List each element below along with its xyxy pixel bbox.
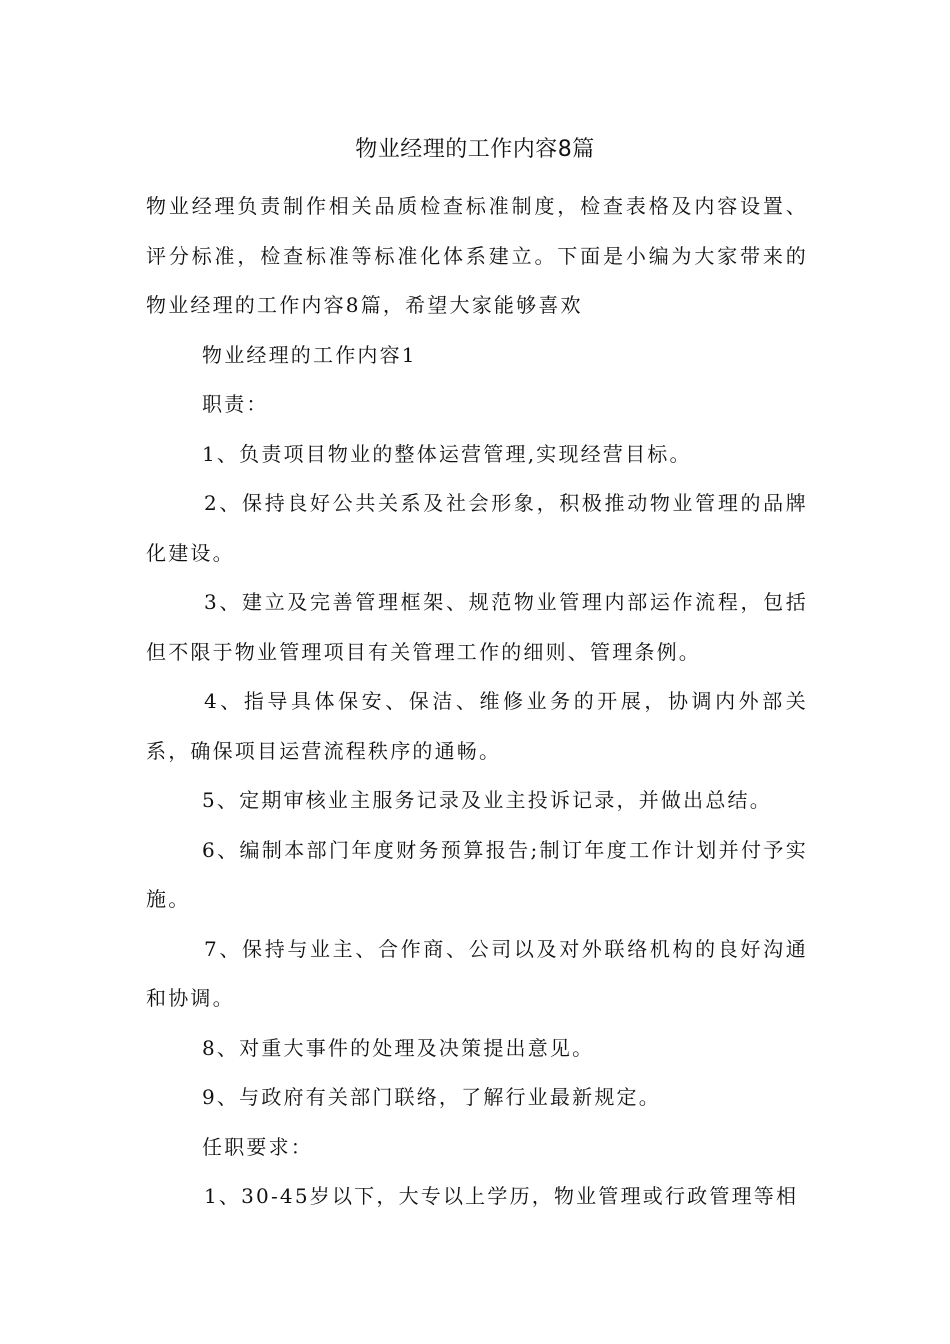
duties-label: 职责： [202,392,269,416]
document-body [146,182,808,1222]
duty-item: 9、与政府有关部门联络，了解行业最新规定。 [202,1085,661,1109]
duty-item: 4、指导具体保安、保洁、维修业务的开展，协调内外部关系，确保项目运营流程秩序的通畅。 [146,689,808,763]
duty-item: 3、建立及完善管理框架、规范物业管理内部运作流程，包括但不限于物业管理项目有关管理工作的细则、管理条例。 [146,590,808,664]
duty-item: 6、编制本部门年度财务预算报告;制订年度工作计划并付予实施。 [146,837,808,911]
requirements-label: 任职要求： [202,1134,313,1159]
duty-item: 5、定期审核业主服务记录及业主投诉记录，并做出总结。 [202,788,772,812]
document-title: 物业经理的工作内容8篇 [355,137,595,162]
intro-paragraph: 物业经理负责制作相关品质检查标准制度，检查表格及内容设置、评分标准，检查标准等标准化体系建立。下面是小编为大家带来的物业经理的工作内容8篇，希望大家能够喜欢 [146,194,808,317]
duty-item: 7、保持与业主、合作商、公司以及对外联络机构的良好沟通和协调。 [146,936,808,1010]
duty-item: 2、保持良好公共关系及社会形象，积极推动物业管理的品牌化建设。 [146,491,808,565]
requirement-item: 1、30-45岁以下，大专以上学历，物业管理或行政管理等相 [204,1184,799,1208]
duty-item: 8、对重大事件的处理及决策提出意见。 [202,1035,595,1060]
section-heading: 物业经理的工作内容1 [202,342,417,367]
duty-item: 1、负责项目物业的整体运营管理,实现经营目标。 [202,441,692,466]
